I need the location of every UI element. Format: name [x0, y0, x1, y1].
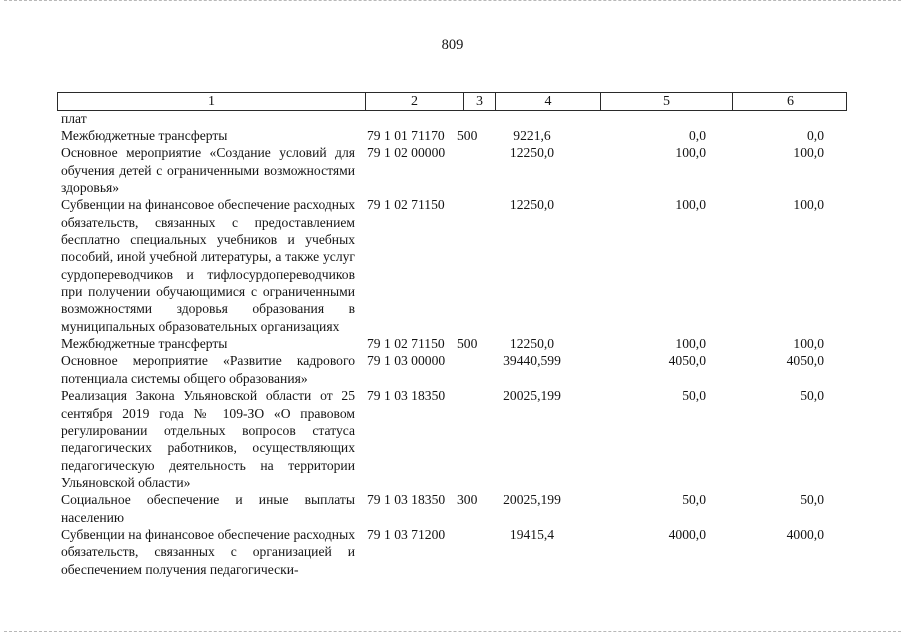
row-expense-type	[453, 196, 491, 335]
row-name: плат	[61, 111, 87, 126]
row-value-col4: 19415,4	[509, 526, 555, 542]
row-expense-type: 500	[457, 336, 478, 352]
table-row	[61, 352, 851, 387]
row-value-col4: 12250,0	[509, 197, 555, 213]
row-value-col6: 0,0	[807, 128, 824, 143]
row-value-col6: 100,0	[793, 145, 824, 161]
row-code: 79 1 03 18350	[367, 492, 446, 508]
row-expense-type	[453, 110, 491, 127]
row-name: Межбюджетные трансферты	[61, 128, 228, 143]
row-value-col5: 100,0	[675, 145, 706, 161]
row-name: Социальное обеспечение и иные выплаты населению	[61, 492, 355, 525]
row-name: Субвенции на финансовое обеспечение расходных обязательств, связанных с организацией и обеспечением получения педагогически-	[61, 526, 355, 577]
row-value-col6	[728, 110, 838, 127]
header-col-5: 5	[601, 93, 733, 110]
row-value-col4: 20025,199	[503, 388, 561, 404]
row-name: Реализация Закона Ульяновской области от 25 сентября 2019 года № 109-ЗО «О правовом регулировании отдельных вопросов статуса педагогических работников, осуществляющих педагогическую деятельность на территории Ульяновской области»	[61, 388, 355, 490]
row-value-col5: 50,0	[682, 492, 706, 508]
row-value-col6: 50,0	[800, 492, 824, 508]
row-code: 79 1 03 00000	[367, 353, 446, 369]
row-value-col6: 4000,0	[786, 526, 824, 542]
row-code: 79 1 02 71150	[367, 197, 445, 213]
table-row	[61, 387, 851, 491]
row-value-col6: 50,0	[800, 388, 824, 404]
row-name: Субвенции на финансовое обеспечение расходных обязательств, связанных с предоставлением бесплатно специальных учебников и учебных пособий, иной учебной литературы, а также услуг сурдопереводчиков и тифлосурдопереводчиков при получении обучающимися с ограниченными возможностями здоровья образования в муниципальных образовательных организациях	[61, 197, 355, 334]
row-code: 79 1 03 71200	[367, 526, 446, 542]
row-value-col4: 20025,199	[503, 492, 561, 508]
row-value-col4: 12250,0	[509, 336, 555, 352]
row-name: Межбюджетные трансферты	[61, 336, 228, 352]
row-value-col6: 100,0	[793, 197, 824, 213]
row-value-col5: 100,0	[675, 336, 706, 352]
row-expense-type	[453, 144, 491, 196]
row-code: 79 1 03 18350	[367, 388, 446, 404]
row-value-col5: 100,0	[675, 197, 706, 213]
header-col-4: 4	[496, 93, 601, 110]
row-name: Основное мероприятие «Создание условий для обучения детей с ограниченными возможностями здоровья»	[61, 145, 355, 196]
row-name: Основное мероприятие «Развитие кадрового потенциала системы общего образования»	[61, 353, 355, 386]
header-col-1: 1	[58, 93, 366, 110]
row-code: 79 1 02 00000	[367, 145, 446, 161]
row-value-col4	[491, 110, 595, 127]
page-number: 809	[441, 37, 464, 53]
table-row	[61, 196, 851, 335]
table-row	[61, 491, 851, 526]
row-code: 79 1 02 71150	[367, 336, 445, 352]
row-expense-type	[453, 387, 491, 491]
row-value-col4: 9221,6	[513, 128, 551, 143]
row-code	[361, 110, 453, 127]
row-code: 79 1 01 71170	[367, 128, 445, 143]
row-expense-type	[453, 526, 491, 578]
row-value-col5: 0,0	[689, 128, 706, 143]
row-value-col5: 50,0	[682, 388, 706, 404]
table-row	[61, 144, 851, 196]
table-row	[61, 127, 851, 144]
row-expense-type: 300	[457, 492, 478, 508]
row-value-col5	[595, 110, 728, 127]
row-value-col4: 39440,599	[503, 353, 561, 369]
header-col-2: 2	[366, 93, 464, 110]
scan-top-edge	[4, 0, 901, 3]
row-value-col4: 12250,0	[509, 145, 555, 161]
row-expense-type	[453, 352, 491, 387]
row-value-col5: 4050,0	[668, 353, 706, 369]
row-expense-type: 500	[457, 128, 478, 143]
table-row	[61, 110, 851, 127]
header-col-6: 6	[787, 94, 794, 109]
row-value-col5: 4000,0	[668, 526, 706, 542]
table-header	[57, 92, 847, 111]
row-value-col6: 100,0	[793, 336, 824, 352]
budget-table	[61, 110, 851, 578]
header-col-3: 3	[464, 93, 496, 110]
row-value-col6: 4050,0	[786, 353, 824, 369]
table-row	[61, 335, 851, 352]
scan-bottom-edge	[4, 631, 901, 634]
table-row	[61, 526, 851, 578]
